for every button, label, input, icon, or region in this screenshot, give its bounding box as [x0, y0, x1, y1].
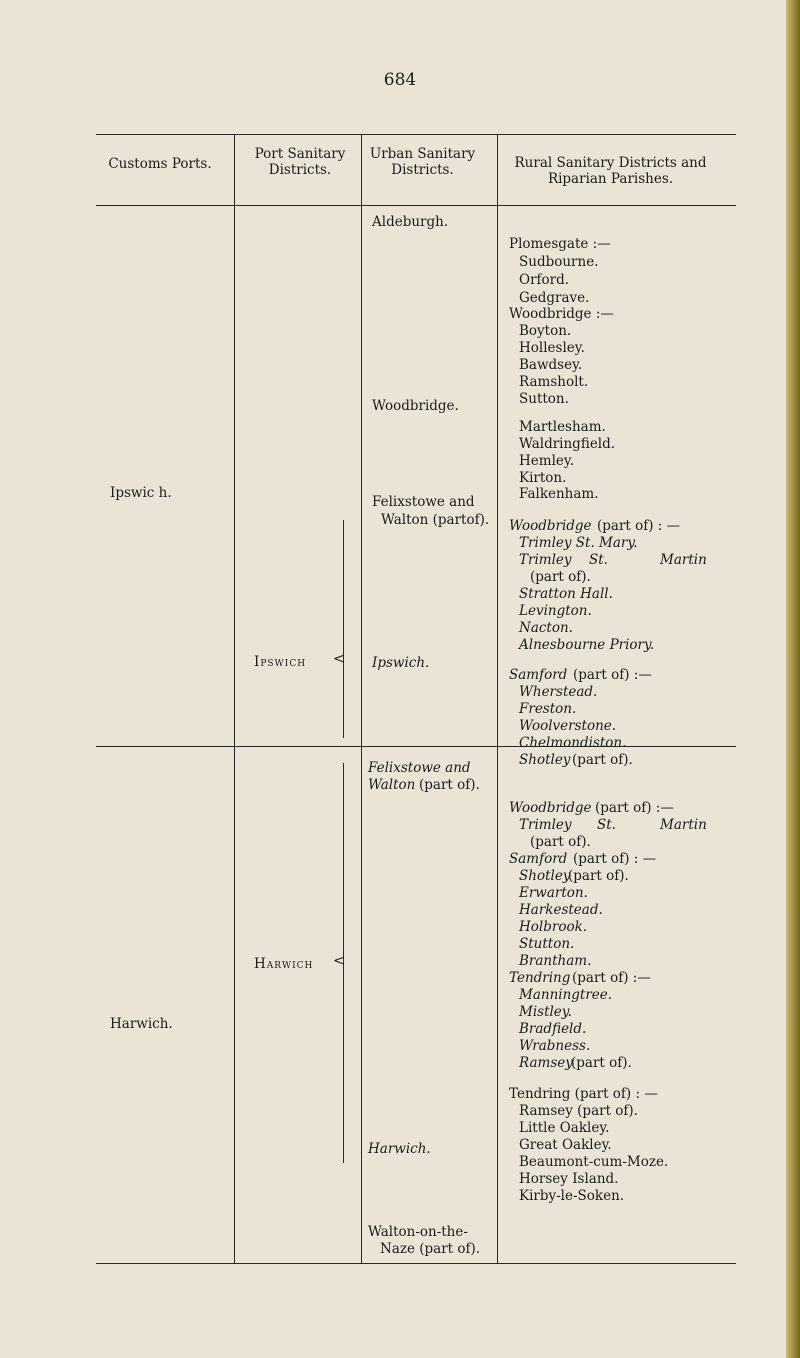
port-district-ipswich: Ipswich — [254, 654, 307, 670]
brace-tip-harwich: < — [333, 953, 345, 969]
page-number: 684 — [383, 70, 417, 90]
list-item: Felixstowe and — [372, 494, 475, 510]
customs-port-ipswich: Ipswic h. — [110, 485, 172, 501]
column-divider-1 — [234, 134, 235, 1264]
list-item: Felixstowe and — [368, 760, 471, 776]
column-divider-2 — [361, 134, 362, 1264]
list-item: Walton-on-the- — [368, 1224, 468, 1240]
customs-port-harwich: Harwich. — [110, 1016, 173, 1032]
page-edge-binding — [786, 0, 800, 1358]
brace-ipswich — [343, 520, 344, 738]
list-item: Woodbridge. — [372, 398, 459, 414]
list-item: (part of). — [419, 777, 480, 793]
port-district-harwich: Harwich — [254, 956, 314, 972]
list-item: Harwich. — [368, 1141, 431, 1157]
header-rural-sanitary: Rural Sanitary Districts and Riparian Parishes. — [514, 155, 707, 187]
header-customs-ports: Customs Ports. — [108, 156, 212, 172]
rule-header — [96, 205, 736, 206]
list-item: Walton — [368, 777, 416, 793]
list-item: Walton (partof). — [381, 512, 490, 528]
column-divider-3 — [497, 134, 498, 1264]
header-port-sanitary: Port Sanitary Districts. — [254, 146, 346, 178]
list-item: Ipswich. — [372, 655, 430, 671]
list-item: Aldeburgh. — [372, 214, 449, 230]
header-urban-sanitary: Urban Sanitary Districts. — [369, 146, 476, 178]
rule-mid — [96, 746, 736, 747]
list-item: Naze (part of). — [380, 1241, 481, 1257]
brace-tip-ipswich: < — [333, 651, 345, 667]
rule-bottom — [96, 1263, 736, 1264]
rule-top — [96, 134, 736, 135]
